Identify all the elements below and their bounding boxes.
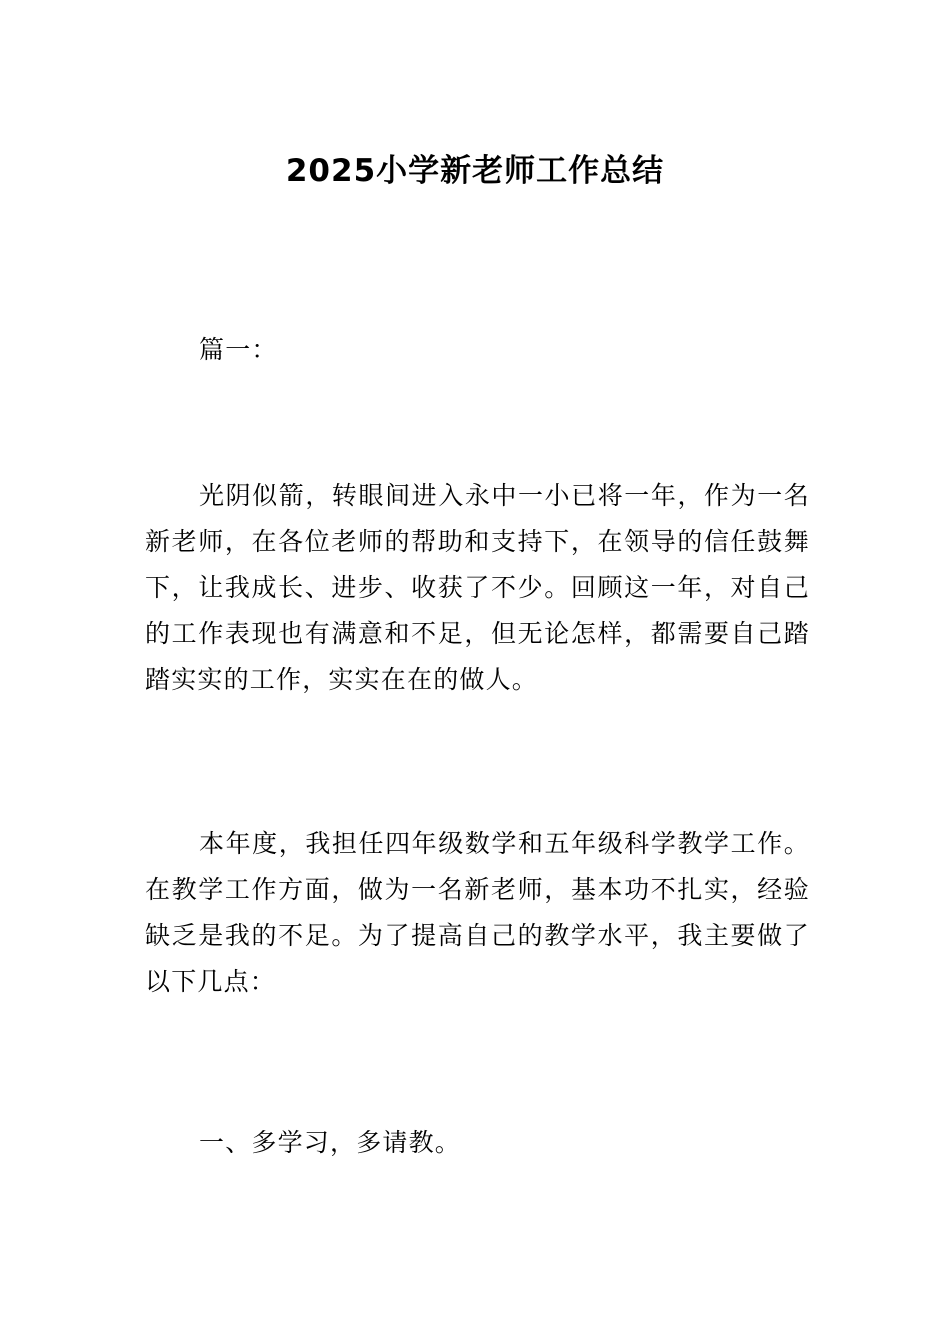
point-heading: 一、多学习，多请教。 bbox=[199, 1128, 462, 1157]
part-heading: 篇一： bbox=[199, 335, 278, 364]
body-paragraph-1: 光阴似箭，转眼间进入永中一小已将一年，作为一名新老师，在各位老师的帮助和支持下，在领导的信任鼓舞下，让我成长、进步、收获了不少。回顾这一年，对自己的工作表现也有满意和不足，但无论怎样，都需要自己踏踏实实的工作，实实在在的做人。 bbox=[145, 481, 810, 694]
body-paragraph-2: 本年度，我担任四年级数学和五年级科学教学工作。在教学工作方面，做为一名新老师，基本功不扎实，经验缺乏是我的不足。为了提高自己的教学水平，我主要做了以下几点： bbox=[145, 829, 810, 996]
document-title: 2025小学新老师工作总结 bbox=[285, 152, 665, 189]
